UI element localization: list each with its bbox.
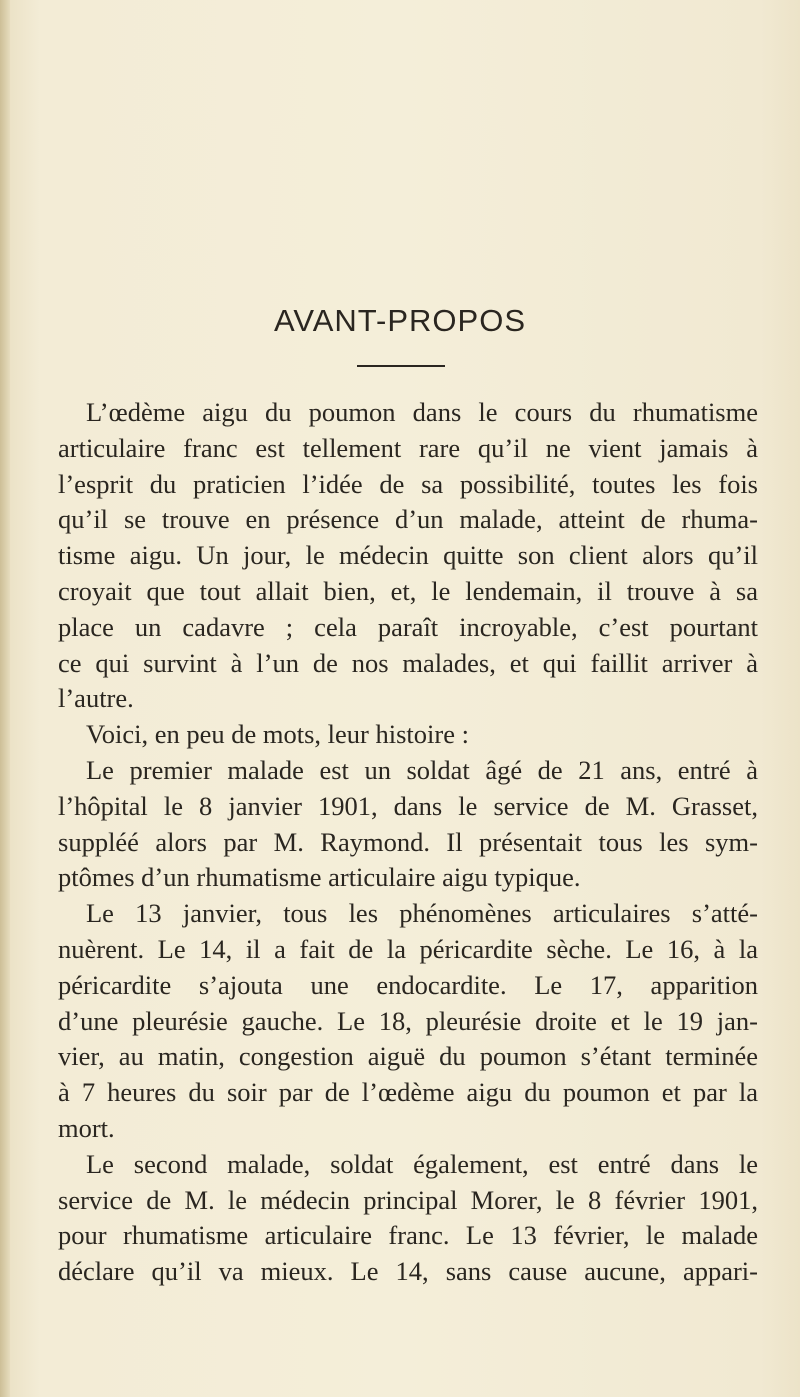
text-line: péricardite s’ajouta une endocardite. Le 17, apparition — [58, 969, 758, 1000]
text-line: Le 13 janvier, tous les phénomènes articulaires s’atté- — [86, 898, 758, 929]
text-line: l’hôpital le 8 janvier 1901, dans le service de M. Grasset, — [58, 790, 758, 821]
text-line: ce qui survint à l’un de nos malades, et qui faillit arriver à — [58, 647, 758, 678]
text-line: croyait que tout allait bien, et, le lendemain, il trouve à sa — [58, 575, 758, 606]
text-line: qu’il se trouve en présence d’un malade, atteint de rhuma- — [58, 504, 758, 535]
text-line: Le premier malade est un soldat âgé de 21 ans, entré à — [86, 754, 758, 785]
text-line: articulaire franc est tellement rare qu’il ne vient jamais à — [58, 432, 758, 463]
text-line: suppléé alors par M. Raymond. Il présentait tous les sym- — [58, 826, 758, 857]
body-text — [58, 395, 758, 1290]
text-line: service de M. le médecin principal Morer, le 8 février 1901, — [58, 1184, 758, 1215]
text-line: d’une pleurésie gauche. Le 18, pleurésie droite et le 19 jan- — [58, 1005, 758, 1036]
text-line: tisme aigu. Un jour, le médecin quitte son client alors qu’il — [58, 540, 758, 571]
text-line: L’œdème aigu du poumon dans le cours du rhumatisme — [86, 397, 758, 427]
text-line: vier, au matin, congestion aiguë du poumon s’étant terminée — [58, 1041, 758, 1072]
text-line: pour rhumatisme articulaire franc. Le 13 février, le malade — [58, 1220, 758, 1251]
text-line: Le second malade, soldat également, est entré dans le — [86, 1148, 758, 1179]
text-line: déclare qu’il va mieux. Le 14, sans cause aucune, appari- — [58, 1256, 758, 1287]
book-spine-shadow — [0, 0, 10, 1397]
text-line: à 7 heures du soir par de l’œdème aigu du poumon et par la — [58, 1077, 758, 1108]
text-line: l’esprit du praticien l’idée de sa possibilité, toutes les fois — [58, 468, 758, 499]
text-line: Voici, en peu de mots, leur histoire : — [86, 719, 469, 750]
text-line: mort. — [58, 1112, 115, 1143]
text-line: ptômes d’un rhumatisme articulaire aigu typique. — [58, 862, 581, 893]
text-line: place un cadavre ; cela paraît incroyable, c’est pourtant — [58, 611, 758, 642]
title-rule — [357, 365, 445, 367]
page-title: AVANT-PROPOS — [273, 302, 526, 338]
text-line: nuèrent. Le 14, il a fait de la péricardite sèche. Le 16, à la — [58, 933, 758, 964]
text-line: l’autre. — [58, 683, 134, 714]
